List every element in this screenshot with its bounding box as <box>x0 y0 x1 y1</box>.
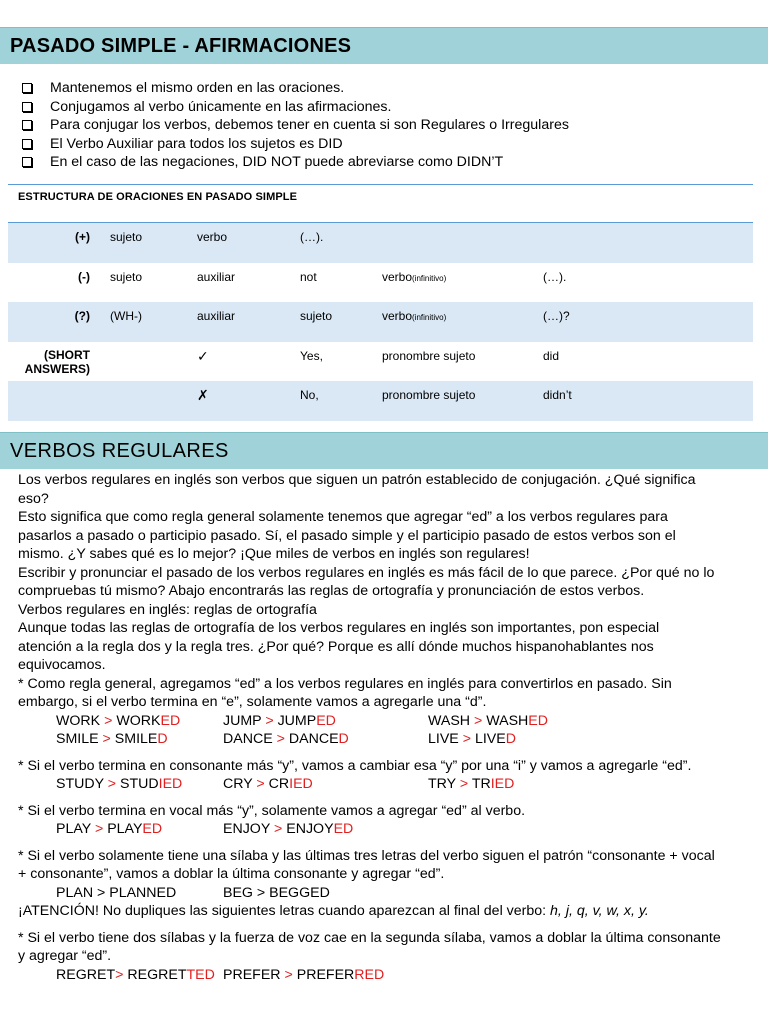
paragraph: equivocamos. <box>18 657 106 673</box>
checkbox-icon <box>22 102 32 112</box>
checkbox-icon <box>22 120 32 130</box>
table-cell: (…)? <box>543 309 570 324</box>
table-row-short-answer-no <box>8 381 753 421</box>
table-cell: auxiliar <box>197 309 236 324</box>
checklist-item: Conjugamos al verbo únicamente en las afirmaciones. <box>20 98 760 117</box>
example-row <box>18 712 753 731</box>
table-cell: (…). <box>543 269 567 284</box>
rule-text: * Como regla general, agregamos “ed” a los verbos regulares en inglés para convertirlos en pasado. Sin <box>18 675 672 692</box>
example-verb: PLAN > PLANNED <box>56 884 177 901</box>
example-verb: SMILE > SMILED <box>56 731 168 747</box>
example-row <box>18 820 753 839</box>
paragraph: compruebas tú mismo? Abajo encontrarás las reglas de ortografía y pronunciación de estos verbos. <box>18 583 645 599</box>
table-cell: verbo <box>197 230 228 244</box>
row-label: (?) <box>74 309 90 324</box>
rule-text: * Si el verbo termina en vocal más “y”, solamente vamos a agregar “ed” al verbo. <box>18 802 526 819</box>
example-verb: PLAY > PLAYED <box>56 821 163 837</box>
checkbox-icon <box>22 83 32 93</box>
rule-text: * Si el verbo termina en consonante más “y”, vamos a cambiar esa “y” por una “i” y vamos a agregarle “ed”. <box>18 757 692 774</box>
table-cell: verbo(infinitivo) <box>382 309 447 324</box>
table-cell: (WH-) <box>110 309 142 324</box>
row-label: (-) <box>78 269 90 284</box>
checklist-item: El Verbo Auxiliar para todos los sujetos es DID <box>20 135 760 154</box>
paragraph: atención a la regla dos y la regla tres. ¿Por qué? Porque es allí dónde muchos hispanohablantes nos <box>18 638 654 655</box>
attention-note: ¡ATENCIÓN! No dupliques las siguientes letras cuando aparezcan al final del verbo: h, j, q, v, w, x, y. <box>18 903 649 919</box>
example-verb: PREFER > PREFERRED <box>223 966 385 983</box>
paragraph: pasarlos a pasado o participio pasado. Sí, el pasado simple y el participio pasado de estos verbos son el <box>18 527 676 544</box>
example-verb: STUDY > STUDIED <box>56 776 183 792</box>
row-label: (+) <box>75 230 90 244</box>
section-title: VERBOS REGULARES <box>10 440 229 462</box>
checkbox-icon <box>22 157 32 167</box>
checkbox-icon <box>22 139 32 149</box>
example-verb: WORK > WORKED <box>56 712 181 729</box>
table-row-positive <box>8 223 753 263</box>
paragraph: Los verbos regulares en inglés son verbos que siguen un patrón establecido de conjugación. ¿Qué significa <box>18 472 696 488</box>
table-cell: verbo(infinitivo) <box>382 269 447 284</box>
example-verb: ENJOY > ENJOYED <box>223 821 354 837</box>
header-band-verbos-regulares <box>0 432 768 469</box>
table-cell: (…). <box>300 230 324 244</box>
table-row-short-answer-yes <box>8 342 753 382</box>
table-row-question <box>8 302 753 342</box>
rule-text: y agregar “ed”. <box>18 948 112 964</box>
example-verb: LIVE > LIVED <box>428 731 516 747</box>
example-verb: DANCE > DANCED <box>223 731 349 747</box>
example-row <box>18 884 753 903</box>
divider <box>8 184 753 185</box>
table-cell: sujeto <box>300 309 333 324</box>
rule-text: + consonante”, vamos a doblar la última consonante y agregar “ed”. <box>18 866 445 882</box>
page-title: PASADO SIMPLE - AFIRMACIONES <box>10 35 352 57</box>
example-verb: WASH > WASHED <box>428 712 549 729</box>
table-cell: didn’t <box>543 388 572 403</box>
checklist-item: Mantenemos el mismo orden en las oraciones. <box>20 79 760 98</box>
rules-checklist <box>20 79 760 172</box>
structure-title: ESTRUCTURA DE ORACIONES EN PASADO SIMPLE <box>18 191 298 203</box>
example-row <box>18 775 753 794</box>
table-cell: Yes, <box>300 348 323 363</box>
rule-text: * Si el verbo tiene dos sílabas y la fuerza de voz cae en la segunda sílaba, vamos a doblar la última consonante <box>18 929 721 946</box>
paragraph: Aunque todas las reglas de ortografía de los verbos regulares en inglés son importantes, pon especial <box>18 620 660 636</box>
table-cell: did <box>543 348 560 363</box>
table-cell: auxiliar <box>197 269 236 284</box>
example-verb: JUMP > JUMPED <box>223 712 336 729</box>
example-verb: BEG > BEGGED <box>223 884 330 901</box>
example-row <box>18 966 753 985</box>
rule-text: * Si el verbo solamente tiene una sílaba y las últimas tres letras del verbo siguen el patrón “consonante + vocal <box>18 847 715 864</box>
example-row <box>18 730 753 749</box>
paragraph: Verbos regulares en inglés: reglas de ortografía <box>18 601 317 618</box>
rule-text: embargo, si el verbo termina en “e”, solamente vamos a agregarle una “d”. <box>18 694 487 710</box>
table-cell: not <box>300 269 317 284</box>
table-cell: sujeto <box>110 230 143 244</box>
table-cell: sujeto <box>110 269 143 284</box>
structure-table <box>8 223 753 421</box>
example-verb: TRY > TRIED <box>428 776 515 792</box>
paragraph: eso? <box>18 490 49 507</box>
checklist-item: En el caso de las negaciones, DID NOT puede abreviarse como DIDN’T <box>20 153 760 172</box>
table-cell: pronombre sujeto <box>382 348 476 363</box>
check-mark-icon: ✓ <box>197 347 209 364</box>
paragraph: Esto significa que como regla general solamente tenemos que agregar “ed” a los verbos regulares para <box>18 509 668 525</box>
paragraph: Escribir y pronunciar el pasado de los verbos regulares en inglés es más fácil de lo que parece. ¿Por qué no lo <box>18 564 715 581</box>
example-verb: CRY > CRIED <box>223 776 313 792</box>
checklist-item: Para conjugar los verbos, debemos tener en cuenta si son Regulares o Irregulares <box>20 116 760 135</box>
cross-mark-icon: ✗ <box>197 387 209 404</box>
example-verb: REGRET> REGRETTED <box>56 966 215 983</box>
table-cell: pronombre sujeto <box>382 388 476 403</box>
paragraph: mismo. ¿Y sabes qué es lo mejor? ¡Que miles de verbos en inglés son regulares! <box>18 546 530 562</box>
table-row-negative <box>8 263 753 303</box>
header-band-afirmaciones <box>0 27 768 64</box>
table-cell: No, <box>300 388 319 403</box>
row-label: (SHORT ANSWERS) <box>24 347 90 376</box>
regular-verbs-section <box>18 471 753 984</box>
